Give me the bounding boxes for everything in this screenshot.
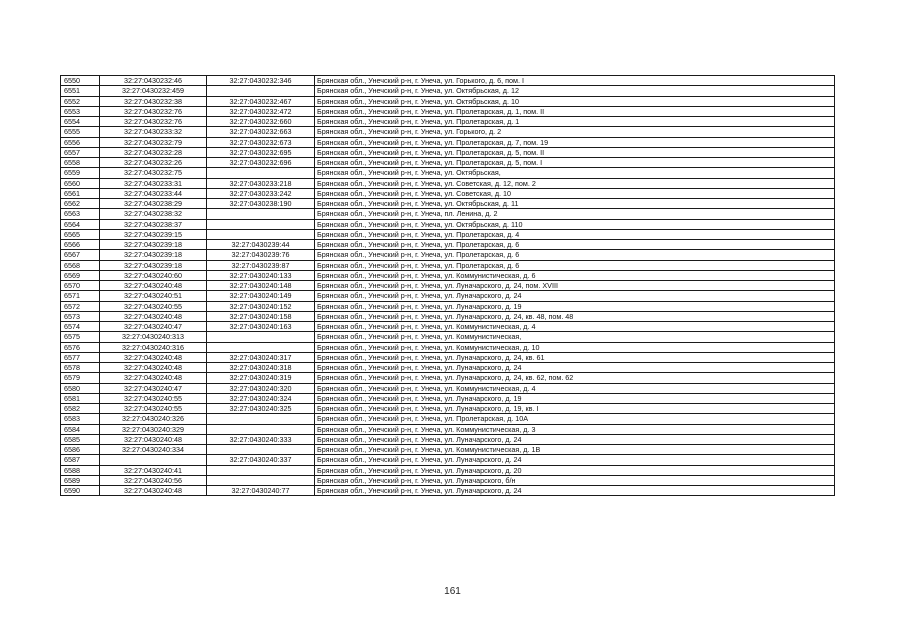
- land-plot-number-cell: 32:27:0430240:48: [100, 281, 207, 291]
- building-number-cell: 32:27:0430240:324: [207, 393, 315, 403]
- address-cell: Брянская обл., Унечский р-н, г. Унеча, ул. Октябрьская, д. 110: [315, 219, 835, 229]
- address-cell: Брянская обл., Унечский р-н, г. Унеча, ул. Пролетарская, д. 5, пом. I: [315, 158, 835, 168]
- row-number-cell: 6556: [61, 137, 100, 147]
- land-plot-number-cell: 32:27:0430240:60: [100, 270, 207, 280]
- building-number-cell: 32:27:0430240:320: [207, 383, 315, 393]
- address-cell: Брянская обл., Унечский р-н, г. Унеча, ул. Луначарского, д. 19: [315, 393, 835, 403]
- row-number-cell: 6578: [61, 363, 100, 373]
- building-number-cell: [207, 86, 315, 96]
- address-cell: Брянская обл., Унечский р-н, г. Унеча, ул. Пролетарская, д. 5, пом. II: [315, 147, 835, 157]
- address-cell: Брянская обл., Унечский р-н, г. Унеча, ул. Пролетарская, д. 1, пом. II: [315, 106, 835, 116]
- address-cell: Брянская обл., Унечский р-н, г. Унеча, ул. Коммунистическая,: [315, 332, 835, 342]
- building-number-cell: 32:27:0430232:695: [207, 147, 315, 157]
- building-number-cell: 32:27:0430239:76: [207, 250, 315, 260]
- address-cell: Брянская обл., Унечский р-н, г. Унеча, ул. Пролетарская, д. 7, пом. 19: [315, 137, 835, 147]
- address-cell: Брянская обл., Унечский р-н, г. Унеча, ул. Пролетарская, д. 6: [315, 260, 835, 270]
- building-number-cell: [207, 219, 315, 229]
- address-cell: Брянская обл., Унечский р-н, г. Унеча, ул. Луначарского, д. 24, кв. 48, пом. 48: [315, 311, 835, 321]
- table-row: [61, 137, 835, 147]
- land-plot-number-cell: 32:27:0430232:76: [100, 106, 207, 116]
- row-number-cell: 6573: [61, 311, 100, 321]
- address-cell: Брянская обл., Унечский р-н, г. Унеча, ул. Октябрьская, д. 11: [315, 199, 835, 209]
- row-number-cell: 6579: [61, 373, 100, 383]
- building-number-cell: [207, 168, 315, 178]
- building-number-cell: 32:27:0430232:467: [207, 96, 315, 106]
- row-number-cell: 6582: [61, 404, 100, 414]
- row-number-cell: 6584: [61, 424, 100, 434]
- table-row: [61, 199, 835, 209]
- land-plot-number-cell: 32:27:0430239:15: [100, 229, 207, 239]
- table-row: [61, 404, 835, 414]
- table-row: [61, 373, 835, 383]
- row-number-cell: 6559: [61, 168, 100, 178]
- table-row: [61, 352, 835, 362]
- table-row: [61, 342, 835, 352]
- row-number-cell: 6572: [61, 301, 100, 311]
- address-cell: Брянская обл., Унечский р-н, г. Унеча, ул. Октябрьская,: [315, 168, 835, 178]
- row-number-cell: 6567: [61, 250, 100, 260]
- building-number-cell: 32:27:0430232:346: [207, 76, 315, 86]
- building-number-cell: 32:27:0430239:44: [207, 240, 315, 250]
- land-plot-number-cell: [100, 455, 207, 465]
- land-plot-number-cell: 32:27:0430233:31: [100, 178, 207, 188]
- table-row: [61, 383, 835, 393]
- building-number-cell: 32:27:0430240:148: [207, 281, 315, 291]
- building-number-cell: 32:27:0430240:133: [207, 270, 315, 280]
- building-number-cell: 32:27:0430232:660: [207, 117, 315, 127]
- row-number-cell: 6588: [61, 465, 100, 475]
- row-number-cell: 6557: [61, 147, 100, 157]
- row-number-cell: 6575: [61, 332, 100, 342]
- table-row: [61, 158, 835, 168]
- land-plot-number-cell: 32:27:0430232:459: [100, 86, 207, 96]
- row-number-cell: 6583: [61, 414, 100, 424]
- address-cell: Брянская обл., Унечский р-н, г. Унеча, ул. Советская, д. 12, пом. 2: [315, 178, 835, 188]
- table-row: [61, 424, 835, 434]
- address-cell: Брянская обл., Унечский р-н, г. Унеча, ул. Луначарского, д. 19, кв. I: [315, 404, 835, 414]
- table-row: [61, 475, 835, 485]
- land-plot-number-cell: 32:27:0430240:55: [100, 404, 207, 414]
- row-number-cell: 6585: [61, 434, 100, 444]
- land-plot-number-cell: 32:27:0430240:55: [100, 301, 207, 311]
- row-number-cell: 6569: [61, 270, 100, 280]
- row-number-cell: 6571: [61, 291, 100, 301]
- land-plot-number-cell: 32:27:0430240:41: [100, 465, 207, 475]
- row-number-cell: 6555: [61, 127, 100, 137]
- page-number: 161: [444, 586, 461, 597]
- table-row: [61, 322, 835, 332]
- row-number-cell: 6558: [61, 158, 100, 168]
- table-row: [61, 445, 835, 455]
- cadastre-table: [60, 75, 835, 496]
- table-row: [61, 106, 835, 116]
- land-plot-number-cell: 32:27:0430232:38: [100, 96, 207, 106]
- row-number-cell: 6550: [61, 76, 100, 86]
- table-row: [61, 486, 835, 496]
- table-row: [61, 281, 835, 291]
- address-cell: Брянская обл., Унечский р-н, г. Унеча, ул. Луначарского, д. 24: [315, 486, 835, 496]
- address-cell: Брянская обл., Унечский р-н, г. Унеча, ул. Коммунистическая, д. 10: [315, 342, 835, 352]
- address-cell: Брянская обл., Унечский р-н, г. Унеча, ул. Луначарского, д. 24: [315, 434, 835, 444]
- table-row: [61, 188, 835, 198]
- land-plot-number-cell: 32:27:0430232:26: [100, 158, 207, 168]
- building-number-cell: 32:27:0430240:318: [207, 363, 315, 373]
- table-row: [61, 270, 835, 280]
- building-number-cell: [207, 414, 315, 424]
- land-plot-number-cell: 32:27:0430240:316: [100, 342, 207, 352]
- table-row: [61, 455, 835, 465]
- land-plot-number-cell: 32:27:0430240:47: [100, 322, 207, 332]
- building-number-cell: 32:27:0430232:472: [207, 106, 315, 116]
- table-row: [61, 96, 835, 106]
- row-number-cell: 6553: [61, 106, 100, 116]
- land-plot-number-cell: 32:27:0430240:48: [100, 363, 207, 373]
- address-cell: Брянская обл., Унечский р-н, г. Унеча, ул. Октябрьская, д. 10: [315, 96, 835, 106]
- land-plot-number-cell: 32:27:0430239:18: [100, 260, 207, 270]
- row-number-cell: 6576: [61, 342, 100, 352]
- address-cell: Брянская обл., Унечский р-н, г. Унеча, ул. Пролетарская, д. 6: [315, 240, 835, 250]
- land-plot-number-cell: 32:27:0430232:79: [100, 137, 207, 147]
- address-cell: Брянская обл., Унечский р-н, г. Унеча, ул. Луначарского, д. 24: [315, 363, 835, 373]
- address-cell: Брянская обл., Унечский р-н, г. Унеча, ул. Коммунистическая, д. 4: [315, 322, 835, 332]
- table-row: [61, 76, 835, 86]
- land-plot-number-cell: 32:27:0430240:48: [100, 486, 207, 496]
- building-number-cell: 32:27:0430238:190: [207, 199, 315, 209]
- land-plot-number-cell: 32:27:0430232:28: [100, 147, 207, 157]
- address-cell: Брянская обл., Унечский р-н, г. Унеча, ул. Луначарского, д. 24, кв. 62, пом. 62: [315, 373, 835, 383]
- land-plot-number-cell: 32:27:0430240:47: [100, 383, 207, 393]
- land-plot-number-cell: 32:27:0430232:46: [100, 76, 207, 86]
- table-row: [61, 168, 835, 178]
- address-cell: Брянская обл., Унечский р-н, г. Унеча, ул. Горького, д. 2: [315, 127, 835, 137]
- row-number-cell: 6568: [61, 260, 100, 270]
- building-number-cell: 32:27:0430232:696: [207, 158, 315, 168]
- table-row: [61, 229, 835, 239]
- building-number-cell: 32:27:0430240:333: [207, 434, 315, 444]
- building-number-cell: 32:27:0430240:317: [207, 352, 315, 362]
- building-number-cell: 32:27:0430240:152: [207, 301, 315, 311]
- address-cell: Брянская обл., Унечский р-н, г. Унеча, ул. Горького, д. 6, пом. I: [315, 76, 835, 86]
- land-plot-number-cell: 32:27:0430232:75: [100, 168, 207, 178]
- address-cell: Брянская обл., Унечский р-н, г. Унеча, ул. Луначарского, д. 24, пом. XVIII: [315, 281, 835, 291]
- address-cell: Брянская обл., Унечский р-н, г. Унеча, ул. Луначарского, д. 24: [315, 455, 835, 465]
- address-cell: Брянская обл., Унечский р-н, г. Унеча, ул. Пролетарская, д. 4: [315, 229, 835, 239]
- row-number-cell: 6589: [61, 475, 100, 485]
- table-row: [61, 291, 835, 301]
- address-cell: Брянская обл., Унечский р-н, г. Унеча, ул. Луначарского, д. 24: [315, 291, 835, 301]
- address-cell: Брянская обл., Унечский р-н, г. Унеча, ул. Коммунистическая, д. 1В: [315, 445, 835, 455]
- building-number-cell: [207, 465, 315, 475]
- table-row: [61, 250, 835, 260]
- row-number-cell: 6580: [61, 383, 100, 393]
- address-cell: Брянская обл., Унечский р-н, г. Унеча, ул. Пролетарская, д. 10А: [315, 414, 835, 424]
- row-number-cell: 6565: [61, 229, 100, 239]
- land-plot-number-cell: 32:27:0430240:48: [100, 373, 207, 383]
- building-number-cell: [207, 332, 315, 342]
- row-number-cell: 6552: [61, 96, 100, 106]
- land-plot-number-cell: 32:27:0430238:32: [100, 209, 207, 219]
- land-plot-number-cell: 32:27:0430240:48: [100, 352, 207, 362]
- building-number-cell: [207, 209, 315, 219]
- row-number-cell: 6570: [61, 281, 100, 291]
- table-row: [61, 434, 835, 444]
- land-plot-number-cell: 32:27:0430239:18: [100, 250, 207, 260]
- land-plot-number-cell: 32:27:0430240:51: [100, 291, 207, 301]
- row-number-cell: 6566: [61, 240, 100, 250]
- land-plot-number-cell: 32:27:0430232:76: [100, 117, 207, 127]
- table-row: [61, 219, 835, 229]
- table-row: [61, 332, 835, 342]
- row-number-cell: 6563: [61, 209, 100, 219]
- building-number-cell: 32:27:0430240:158: [207, 311, 315, 321]
- address-cell: Брянская обл., Унечский р-н, г. Унеча, ул. Луначарского, д. 19: [315, 301, 835, 311]
- building-number-cell: 32:27:0430240:163: [207, 322, 315, 332]
- address-cell: Брянская обл., Унечский р-н, г. Унеча, ул. Луначарского, б/н: [315, 475, 835, 485]
- building-number-cell: 32:27:0430233:218: [207, 178, 315, 188]
- address-cell: Брянская обл., Унечский р-н, г. Унеча, ул. Коммунистическая, д. 3: [315, 424, 835, 434]
- address-cell: Брянская обл., Унечский р-н, г. Унеча, пл. Ленина, д. 2: [315, 209, 835, 219]
- building-number-cell: 32:27:0430240:77: [207, 486, 315, 496]
- land-plot-number-cell: 32:27:0430240:55: [100, 393, 207, 403]
- row-number-cell: 6564: [61, 219, 100, 229]
- land-plot-number-cell: 32:27:0430240:334: [100, 445, 207, 455]
- land-plot-number-cell: 32:27:0430233:44: [100, 188, 207, 198]
- row-number-cell: 6560: [61, 178, 100, 188]
- table-row: [61, 178, 835, 188]
- table-row: [61, 117, 835, 127]
- row-number-cell: 6577: [61, 352, 100, 362]
- address-cell: Брянская обл., Унечский р-н, г. Унеча, ул. Луначарского, д. 24, кв. 61: [315, 352, 835, 362]
- building-number-cell: [207, 342, 315, 352]
- address-cell: Брянская обл., Унечский р-н, г. Унеча, ул. Коммунистическая, д. 4: [315, 383, 835, 393]
- table-row: [61, 260, 835, 270]
- building-number-cell: [207, 424, 315, 434]
- building-number-cell: [207, 229, 315, 239]
- address-cell: Брянская обл., Унечский р-н, г. Унеча, ул. Коммунистическая, д. 6: [315, 270, 835, 280]
- building-number-cell: 32:27:0430232:663: [207, 127, 315, 137]
- table-row: [61, 147, 835, 157]
- land-plot-number-cell: 32:27:0430240:313: [100, 332, 207, 342]
- land-plot-number-cell: 32:27:0430233:32: [100, 127, 207, 137]
- row-number-cell: 6574: [61, 322, 100, 332]
- row-number-cell: 6581: [61, 393, 100, 403]
- building-number-cell: [207, 445, 315, 455]
- building-number-cell: 32:27:0430239:87: [207, 260, 315, 270]
- table-row: [61, 414, 835, 424]
- table-row: [61, 301, 835, 311]
- building-number-cell: 32:27:0430240:149: [207, 291, 315, 301]
- land-plot-number-cell: 32:27:0430238:37: [100, 219, 207, 229]
- table-row: [61, 363, 835, 373]
- building-number-cell: 32:27:0430232:673: [207, 137, 315, 147]
- building-number-cell: 32:27:0430233:242: [207, 188, 315, 198]
- row-number-cell: 6551: [61, 86, 100, 96]
- row-number-cell: 6561: [61, 188, 100, 198]
- land-plot-number-cell: 32:27:0430240:326: [100, 414, 207, 424]
- row-number-cell: 6590: [61, 486, 100, 496]
- address-cell: Брянская обл., Унечский р-н, г. Унеча, ул. Советская, д. 10: [315, 188, 835, 198]
- table-body: [61, 76, 835, 496]
- row-number-cell: 6586: [61, 445, 100, 455]
- table-row: [61, 393, 835, 403]
- land-plot-number-cell: 32:27:0430240:48: [100, 434, 207, 444]
- land-plot-number-cell: 32:27:0430240:329: [100, 424, 207, 434]
- land-plot-number-cell: 32:27:0430240:48: [100, 311, 207, 321]
- land-plot-number-cell: 32:27:0430239:18: [100, 240, 207, 250]
- row-number-cell: 6562: [61, 199, 100, 209]
- address-cell: Брянская обл., Унечский р-н, г. Унеча, ул. Луначарского, д. 20: [315, 465, 835, 475]
- table-row: [61, 209, 835, 219]
- address-cell: Брянская обл., Унечский р-н, г. Унеча, ул. Октябрьская, д. 12: [315, 86, 835, 96]
- table-row: [61, 240, 835, 250]
- table-row: [61, 86, 835, 96]
- building-number-cell: 32:27:0430240:337: [207, 455, 315, 465]
- address-cell: Брянская обл., Унечский р-н, г. Унеча, ул. Пролетарская, д. 1: [315, 117, 835, 127]
- row-number-cell: 6587: [61, 455, 100, 465]
- table-row: [61, 465, 835, 475]
- building-number-cell: 32:27:0430240:325: [207, 404, 315, 414]
- table-row: [61, 127, 835, 137]
- address-cell: Брянская обл., Унечский р-н, г. Унеча, ул. Пролетарская, д. 6: [315, 250, 835, 260]
- land-plot-number-cell: 32:27:0430238:29: [100, 199, 207, 209]
- table-row: [61, 311, 835, 321]
- land-plot-number-cell: 32:27:0430240:56: [100, 475, 207, 485]
- building-number-cell: [207, 475, 315, 485]
- row-number-cell: 6554: [61, 117, 100, 127]
- building-number-cell: 32:27:0430240:319: [207, 373, 315, 383]
